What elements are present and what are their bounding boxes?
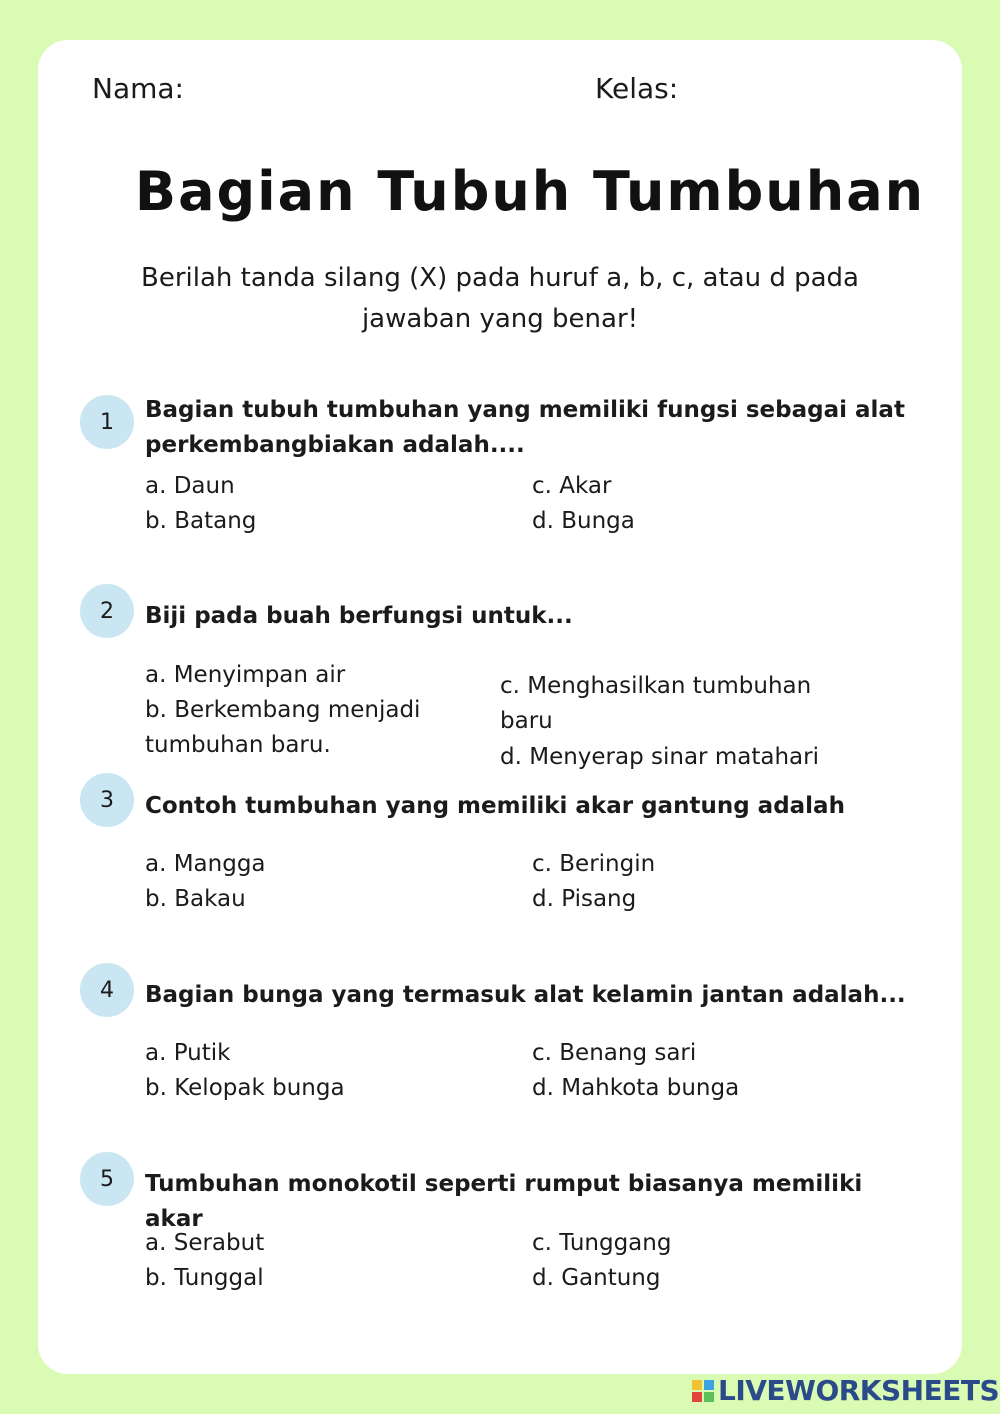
option-d[interactable]: d. Pisang — [532, 886, 637, 912]
question-text: Contoh tumbuhan yang memiliki akar gantung adalah — [145, 793, 845, 819]
option-line: baru — [500, 708, 553, 734]
option-a[interactable]: a. Serabut — [145, 1230, 265, 1256]
option-b[interactable] — [145, 693, 420, 763]
option-b[interactable]: b. Tunggal — [145, 1265, 264, 1291]
option-b[interactable]: b. Batang — [145, 508, 257, 534]
liveworksheets-logo[interactable] — [692, 1374, 999, 1407]
option-line: c. Menghasilkan tumbuhan — [500, 673, 812, 699]
option-c[interactable]: c. Tunggang — [532, 1230, 672, 1256]
option-c[interactable]: c. Benang sari — [532, 1040, 697, 1066]
instruction — [80, 258, 920, 340]
question-number-badge: 5 — [80, 1152, 134, 1206]
question-text — [145, 393, 925, 463]
option-d[interactable]: d. Mahkota bunga — [532, 1075, 740, 1101]
question-number-badge: 1 — [80, 395, 134, 449]
question-text: Biji pada buah berfungsi untuk... — [145, 603, 573, 629]
question-number-badge: 3 — [80, 773, 134, 827]
option-b[interactable]: b. Bakau — [145, 886, 246, 912]
instruction-line: jawaban yang benar! — [361, 304, 639, 334]
option-a[interactable]: a. Mangga — [145, 851, 266, 877]
question-number-badge: 4 — [80, 963, 134, 1017]
instruction-line: Berilah tanda silang (X) pada huruf a, b, c, atau d pada — [141, 263, 859, 293]
question-text: Bagian bunga yang termasuk alat kelamin jantan adalah... — [145, 982, 906, 1008]
option-d[interactable]: d. Bunga — [532, 508, 635, 534]
option-a[interactable]: a. Menyimpan air — [145, 662, 346, 688]
option-d[interactable]: d. Gantung — [532, 1265, 661, 1291]
question-text: Tumbuhan monokotil seperti rumput biasanya memiliki akar — [145, 1171, 863, 1232]
brand-name: LIVEWORKSHEETS — [718, 1374, 1000, 1407]
option-c[interactable]: c. Beringin — [532, 851, 656, 877]
option-b[interactable]: b. Kelopak bunga — [145, 1075, 345, 1101]
option-d[interactable]: d. Menyerap sinar matahari — [500, 744, 819, 770]
option-c[interactable] — [500, 669, 811, 739]
logo-blocks-icon — [692, 1380, 714, 1402]
name-label: Nama: — [92, 72, 184, 105]
question-number-badge: 2 — [80, 584, 134, 638]
page-title: Bagian Tubuh Tumbuhan — [134, 160, 926, 223]
question-line: perkembangbiakan adalah.... — [145, 432, 525, 458]
option-line: tumbuhan baru. — [145, 732, 331, 758]
option-c[interactable]: c. Akar — [532, 473, 612, 499]
class-label: Kelas: — [595, 72, 679, 105]
option-a[interactable]: a. Daun — [145, 473, 235, 499]
option-line: b. Berkembang menjadi — [145, 697, 421, 723]
question-line: Bagian tubuh tumbuhan yang memiliki fungsi sebagai alat — [145, 397, 905, 423]
option-a[interactable]: a. Putik — [145, 1040, 231, 1066]
